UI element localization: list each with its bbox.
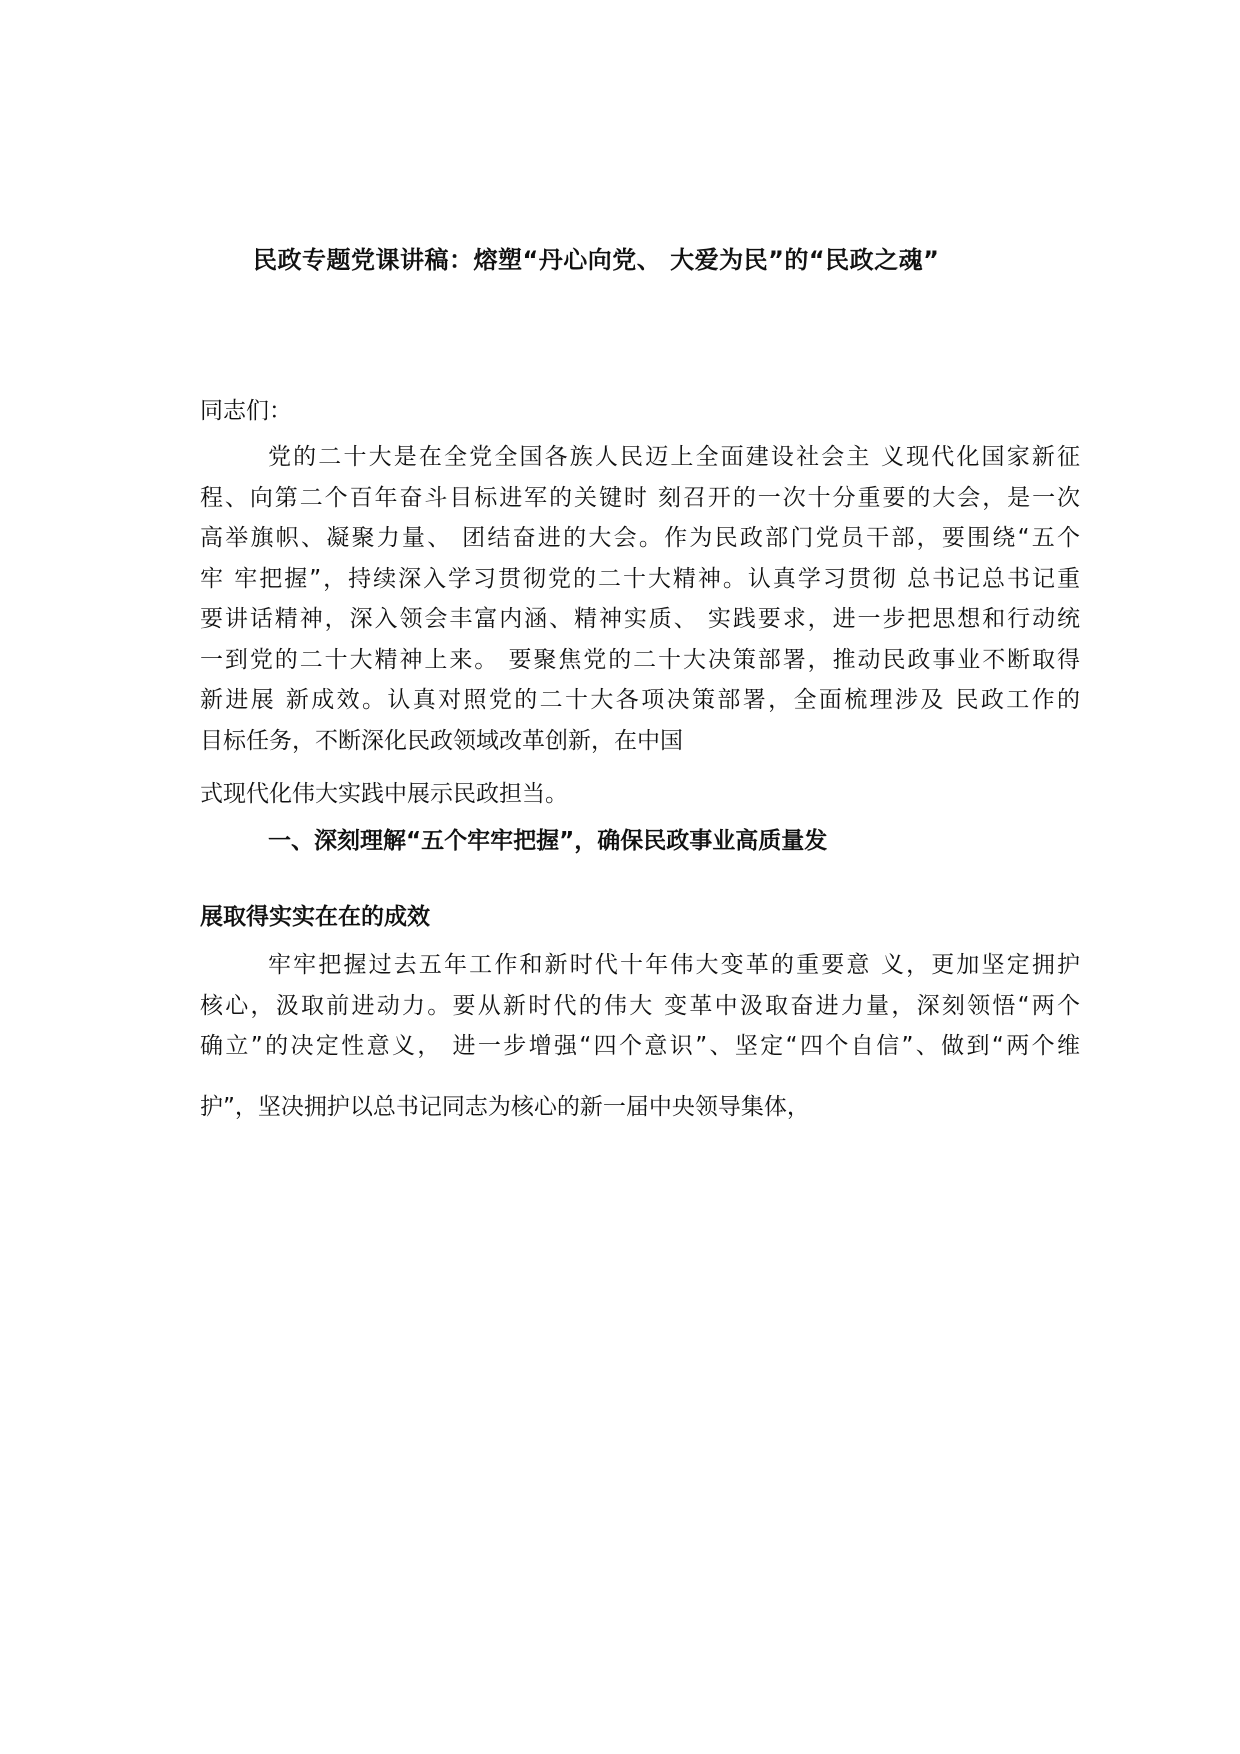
paragraph-line: 牢 牢把握”，持续深入学习贯彻党的二十大精神。认真学习贯彻 总书记总书记重 [200, 565, 1080, 592]
paragraph-line: 要讲话精神，深入领会丰富内涵、精神实质、 实践要求，进一步把思想和行动统 [200, 606, 1080, 632]
paragraph-line: 党的二十大是在全党全国各族人民迈上全面建设社会主 义现代化国家新征 [268, 444, 1080, 470]
document-title: 民政专题党课讲稿：熔塑“丹心向党、 大爱为民”的“民政之魂” [253, 246, 940, 274]
paragraph-2 [200, 945, 1080, 1067]
paragraph-line: 目标任务，不断深化民政领域改革创新，在中国 [200, 727, 683, 754]
paragraph-line: 程、向第二个百年奋斗目标进军的关键时 刻召开的一次十分重要的大会，是一次 [200, 484, 1080, 511]
paragraph-1-tail: 式现代化伟大实践中展示民政担当。 [200, 781, 568, 807]
section-heading-1-tail: 展取得实实在在的成效 [200, 904, 430, 930]
paragraph-line: 高举旗帜、凝聚力量、 团结奋进的大会。作为民政部门党员干部，要围绕“五个 [200, 525, 1080, 551]
section-heading-1: 一、深刻理解“五个牢牢把握”，确保民政事业高质量发 [268, 828, 828, 854]
paragraph-line: 牢牢把握过去五年工作和新时代十年伟大变革的重要意 义，更加坚定拥护 [268, 952, 1080, 978]
salutation: 同志们： [200, 398, 292, 424]
paragraph-line: 确立”的决定性意义， 进一步增强“四个意识”、坚定“四个自信”、做到“两个维 [200, 1033, 1080, 1059]
paragraph-line: 新进展 新成效。认真对照党的二十大各项决策部署，全面梳理涉及 民政工作的 [200, 687, 1080, 713]
paragraph-line: 核心，汲取前进动力。要从新时代的伟大 变革中汲取奋进力量，深刻领悟“两个 [200, 992, 1080, 1019]
paragraph-1 [200, 437, 1080, 761]
paragraph-2-tail: 护”，坚决拥护以总书记同志为核心的新一届中央领导集体， [200, 1094, 810, 1120]
paragraph-line: 一到党的二十大精神上来。 要聚焦党的二十大决策部署，推动民政事业不断取得 [200, 646, 1080, 673]
